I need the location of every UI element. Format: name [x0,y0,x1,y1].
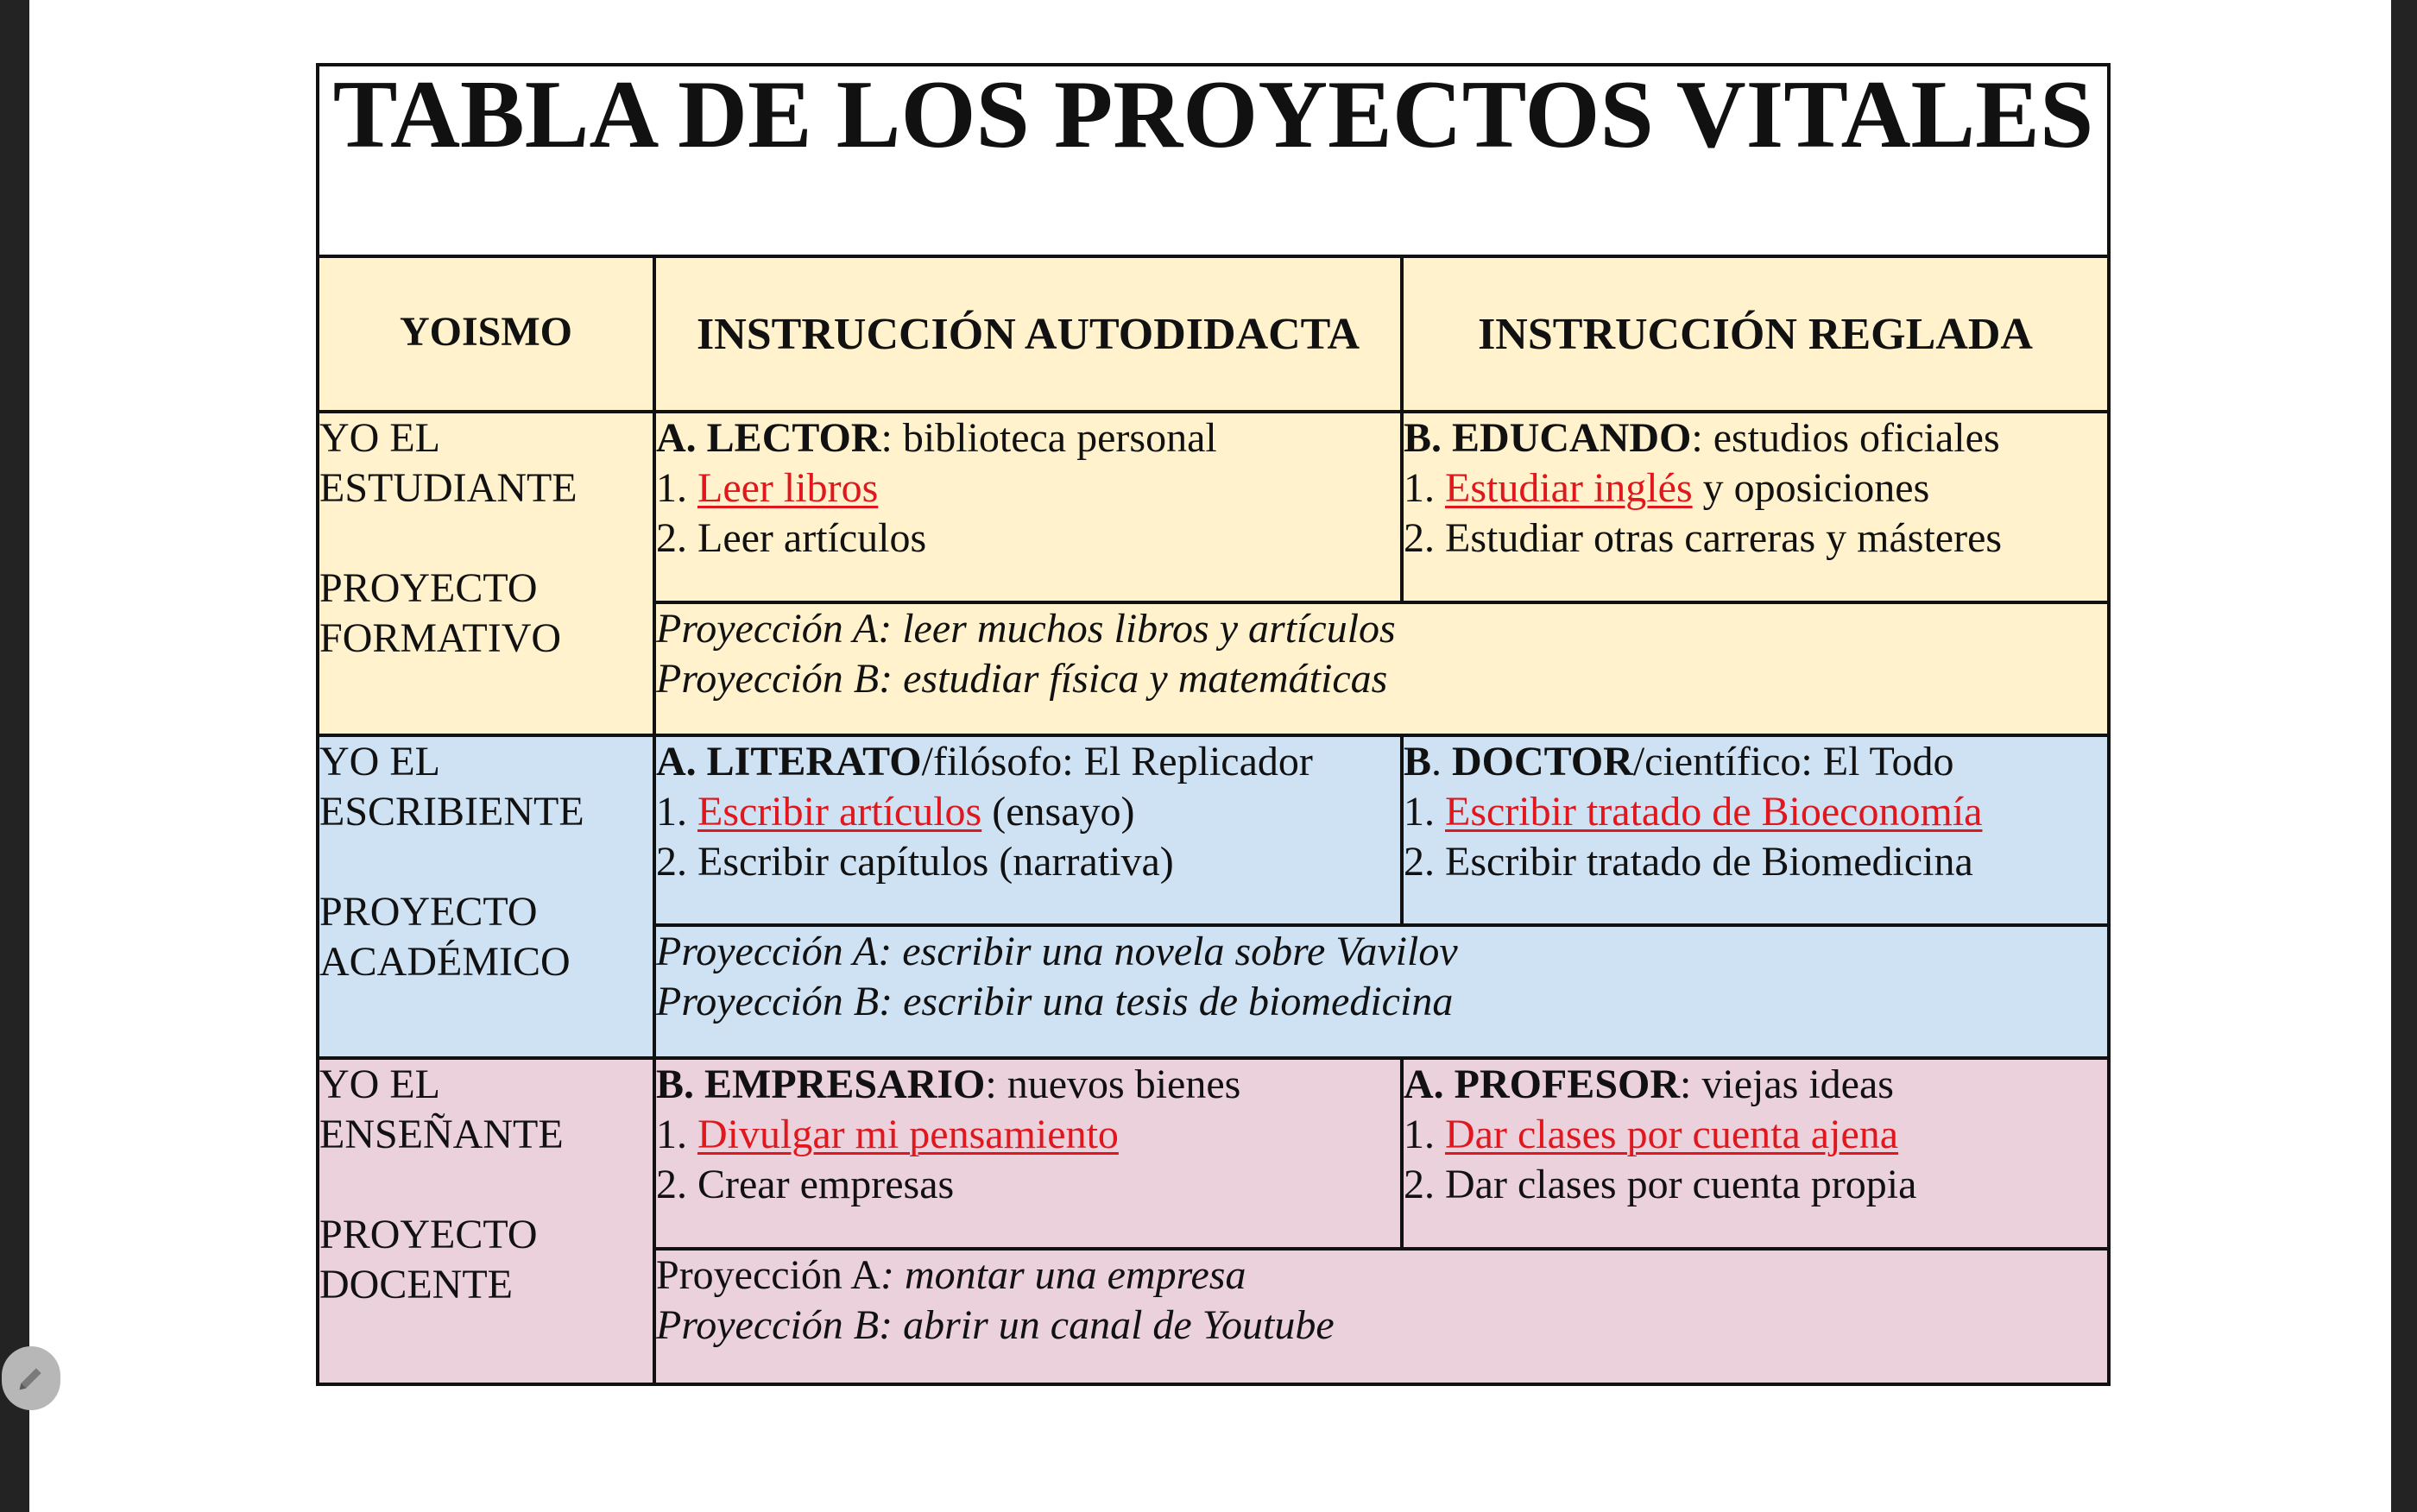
label-line: PROYECTO [319,1212,538,1258]
option-item [656,1110,1400,1160]
option-title: B. EDUCANDO [1404,415,1692,462]
option-title: A. LITERATO [656,738,922,784]
projection-a-start: Proyección A [656,1251,880,1298]
link-dar-clases-ajena[interactable]: Dar clases por cuenta ajena [1445,1112,1899,1158]
cell-literato [654,735,1402,926]
label-line: FORMATIVO [319,615,562,662]
label-line: ACADÉMICO [319,938,571,985]
item-number: 1. [656,465,697,512]
pencil-icon [14,1361,48,1395]
label-line: PROYECTO [319,888,538,935]
link-estudiar-ingles[interactable]: Estudiar inglés [1445,465,1693,512]
item-rest: y oposiciones [1692,465,1930,512]
item-rest: (ensayo) [981,788,1135,835]
projection-a [656,1251,2107,1301]
section-escribiente-row [318,735,2109,926]
option-item: 2. Escribir capítulos (narrativa) [656,838,1174,885]
option-title: A. LECTOR [656,415,881,462]
cell-empresario [654,1058,1402,1249]
option-item: 2. Estudiar otras carreras y másteres [1404,515,2003,562]
header-reglada: INSTRUCCIÓN REGLADA [1402,256,2109,413]
section-estudiante-row [318,412,2109,602]
option-title: B. EMPRESARIO [656,1062,986,1108]
item-number: 1. [1404,788,1445,835]
option-item: 2. Leer artículos [656,515,927,562]
link-escribir-articulos[interactable]: Escribir artículos [697,788,982,835]
option-item [1404,1110,2107,1160]
projection-a: Proyección A: escribir una novela sobre Vavilov [656,929,1458,975]
option-item [656,463,1400,513]
option-title: DOCTOR [1452,738,1633,784]
option-item [656,787,1400,837]
label-gap [319,837,653,887]
cell-doctor [1402,735,2109,926]
label-line: DOCENTE [319,1262,513,1308]
option-item: 2. Dar clases por cuenta propia [1404,1162,1917,1208]
option-item: 2. Crear empresas [656,1162,955,1208]
option-subtitle: : viejas ideas [1680,1062,1894,1108]
label-gap [319,513,653,564]
cell-lector [654,412,1402,602]
header-row [318,256,2109,413]
option-item [1404,463,2107,513]
row-label-escribiente [318,735,654,1058]
projection-ensenante [654,1249,2109,1384]
table-title: TABLA DE LOS PROYECTOS VITALES [318,65,2109,256]
cell-educando [1402,412,2109,602]
projection-estudiante [654,602,2109,735]
item-number: 1. [656,788,697,835]
option-subtitle: : nuevos bienes [985,1062,1241,1108]
option-separator: . [1431,738,1453,784]
option-title: A. PROFESOR [1404,1062,1681,1108]
row-label-ensenante [318,1058,654,1384]
projection-escribiente [654,925,2109,1058]
option-heading [1404,1060,2107,1110]
projection-a-end: : montar una empresa [880,1251,1246,1298]
label-line: YO EL [319,1062,440,1108]
viewer-left-edge [0,0,29,1512]
edit-button[interactable] [2,1346,60,1410]
option-subtitle: /científico: El Todo [1632,738,1954,784]
label-line: PROYECTO [319,565,538,612]
option-item [1404,787,2107,837]
item-number: 1. [656,1112,697,1158]
option-subtitle: /filósofo: El Replicador [921,738,1313,784]
option-heading [1404,413,2107,463]
label-line: YO EL [319,415,440,462]
projection-b: Proyección B: estudiar física y matemáticas [656,655,1388,702]
item-number: 1. [1404,465,1445,512]
link-tratado-bioeconomia[interactable]: Escribir tratado de Bioeconomía [1445,788,1983,835]
life-projects-table [316,63,2111,1386]
option-letter: B [1404,738,1432,784]
cell-profesor [1402,1058,2109,1249]
label-line: ESCRIBIENTE [319,788,584,835]
label-line: ESTUDIANTE [319,465,577,512]
option-heading [656,737,1400,787]
row-label-estudiante [318,412,654,734]
header-yoismo: YOISMO [318,256,654,413]
label-line: ENSEÑANTE [319,1112,564,1158]
link-divulgar-pensamiento[interactable]: Divulgar mi pensamiento [697,1112,1119,1158]
option-item: 2. Escribir tratado de Biomedicina [1404,838,1973,885]
link-leer-libros[interactable]: Leer libros [697,465,879,512]
option-heading [656,413,1400,463]
option-heading [656,1060,1400,1110]
option-subtitle: : estudios oficiales [1691,415,2000,462]
viewer-right-edge [2391,0,2417,1512]
projection-b: Proyección B: abrir un canal de Youtube [656,1301,1335,1348]
header-autodidacta: INSTRUCCIÓN AUTODIDACTA [654,256,1402,413]
projection-b: Proyección B: escribir una tesis de biomedicina [656,979,1454,1025]
option-heading [1404,737,2107,787]
label-line: YO EL [319,738,440,784]
section-ensenante-row [318,1058,2109,1249]
option-subtitle: : biblioteca personal [880,415,1217,462]
projection-a: Proyección A: leer muchos libros y artículos [656,605,1396,652]
label-gap [319,1160,653,1210]
item-number: 1. [1404,1112,1445,1158]
